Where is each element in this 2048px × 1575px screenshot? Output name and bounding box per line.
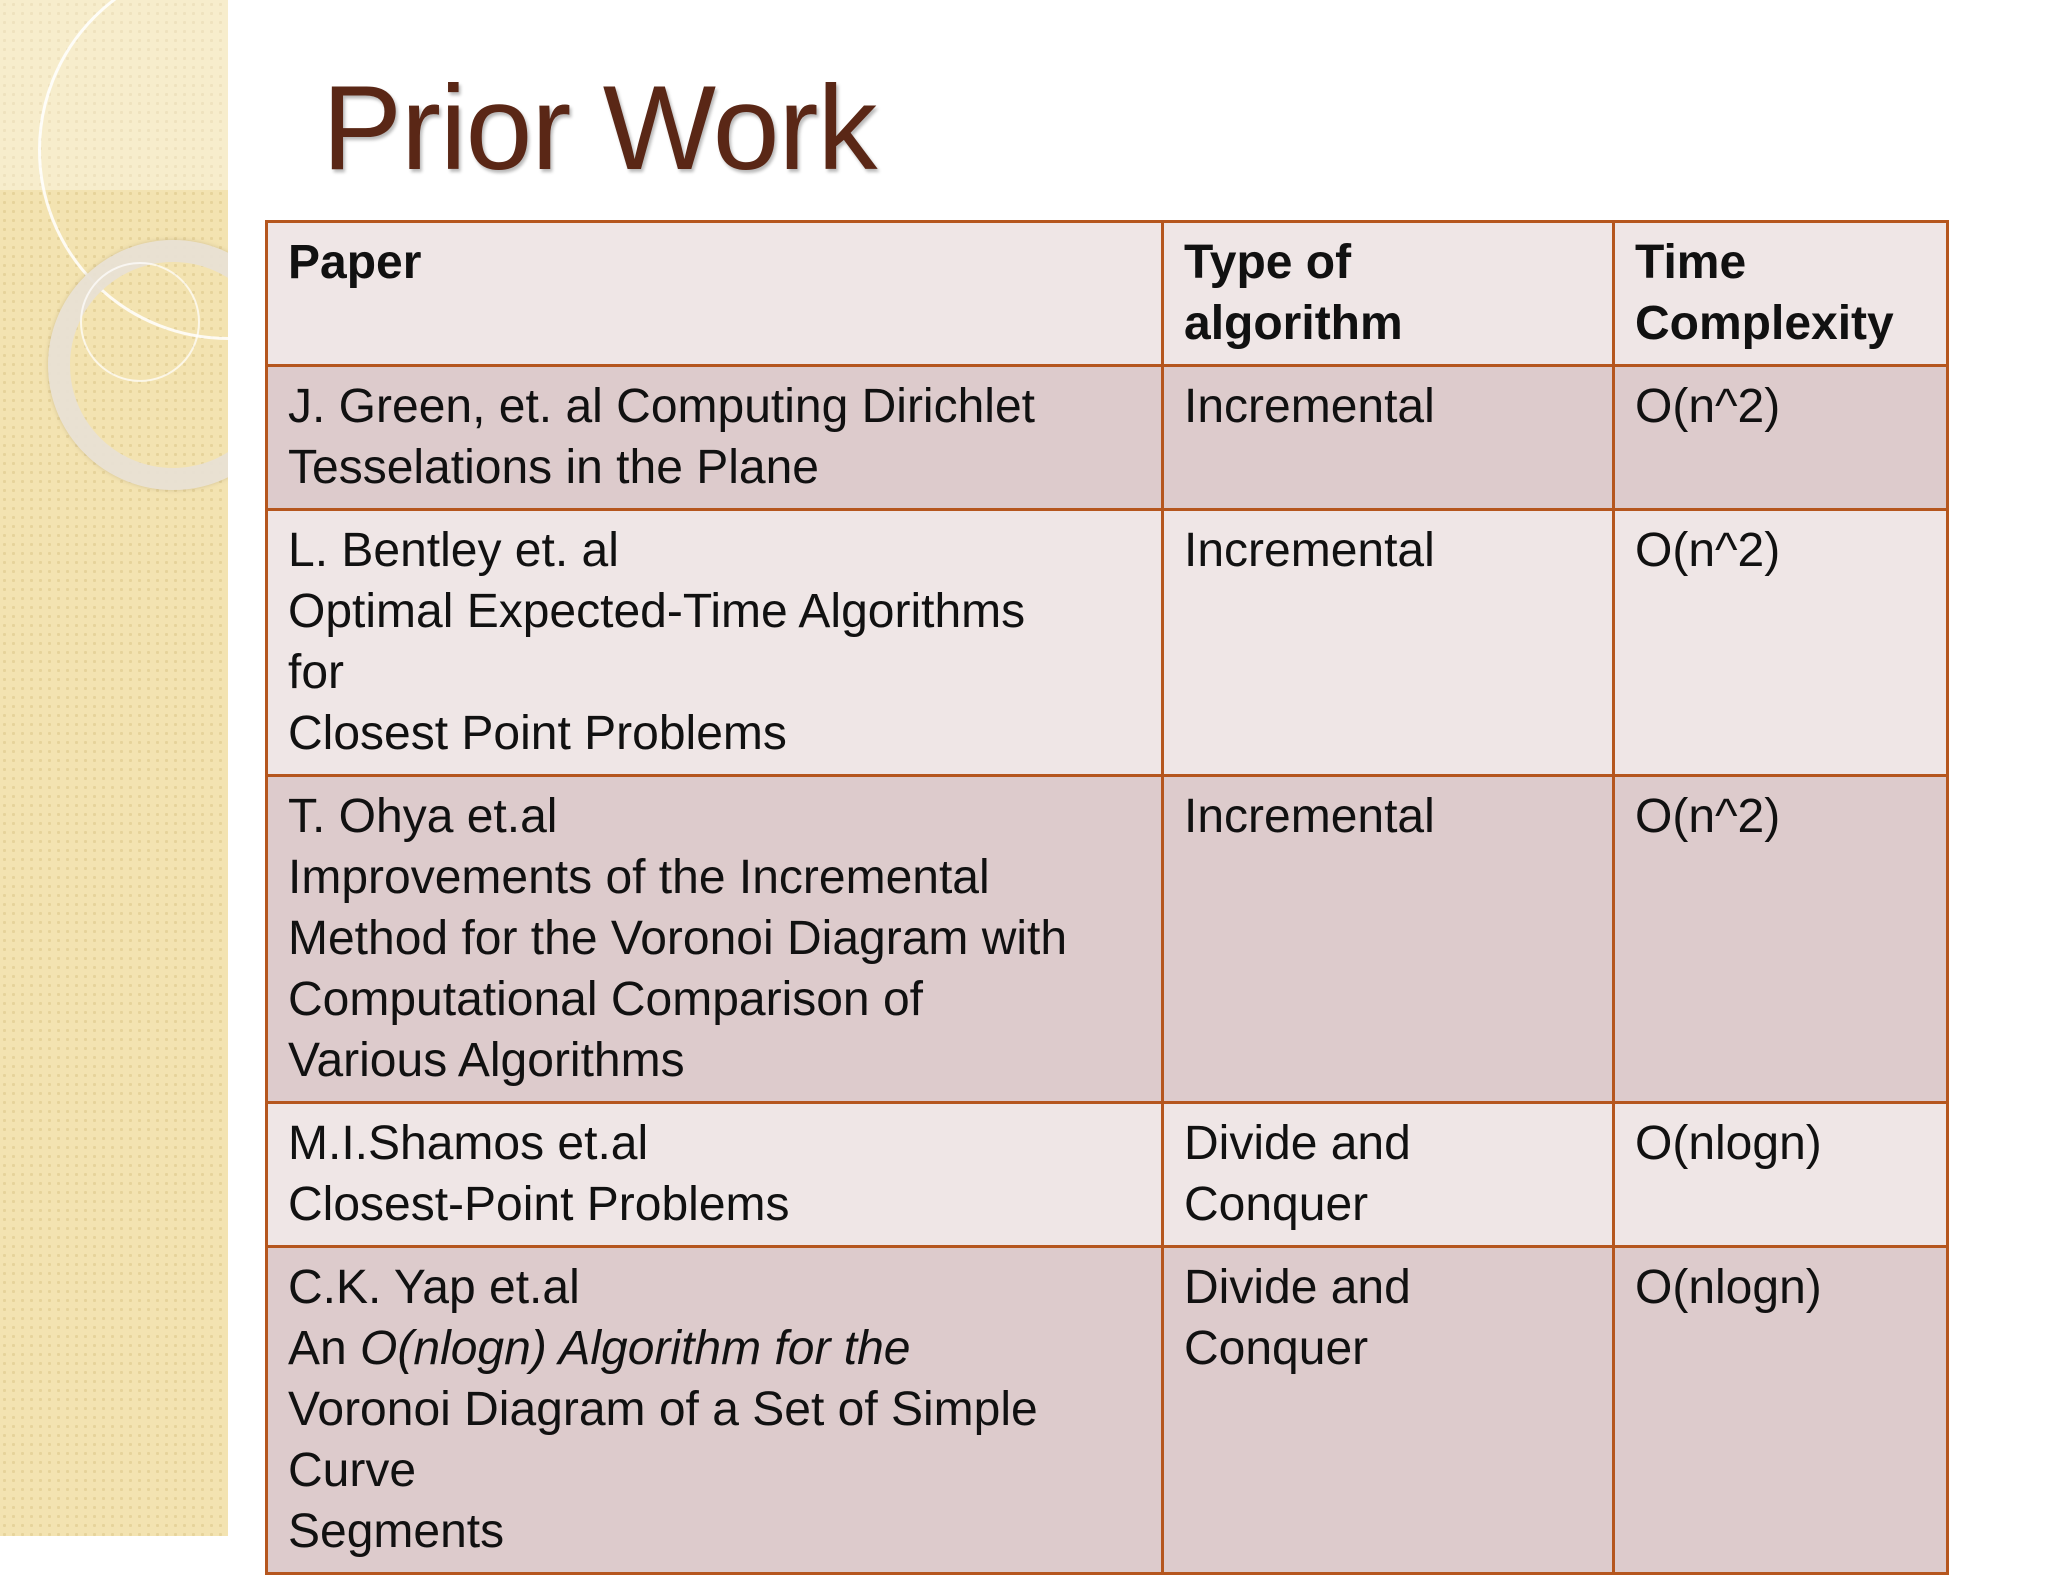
paper-line: Curve	[288, 1444, 417, 1497]
algorithm-type-line: Divide and	[1184, 1117, 1411, 1170]
slide-title: Prior Work	[322, 61, 877, 195]
paper-line: Tesselations in the Plane	[288, 441, 819, 494]
paper-line: for	[288, 646, 345, 699]
table-row	[267, 776, 1948, 1103]
cell-algorithm-type	[1163, 366, 1614, 510]
decorative-ring-small	[80, 262, 200, 382]
paper-line: Method for the Voronoi Diagram with	[288, 912, 1068, 965]
cell-paper	[267, 1247, 1163, 1574]
paper-line: M.I.Shamos et.al	[288, 1117, 649, 1170]
prior-work-table	[265, 220, 1949, 1575]
cell-time-complexity: O(nlogn)	[1614, 1103, 1948, 1247]
algorithm-type-line: Divide and	[1184, 1261, 1411, 1314]
decorative-side-strip	[0, 0, 228, 1536]
cell-algorithm-type	[1163, 776, 1614, 1103]
prior-work-table-container	[265, 220, 1946, 1575]
algorithm-type-line: Incremental	[1184, 790, 1435, 843]
cell-algorithm-type	[1163, 1103, 1614, 1247]
algorithm-type-line: Conquer	[1184, 1322, 1369, 1375]
algorithm-type-line: Incremental	[1184, 524, 1435, 577]
algorithm-type-line: Incremental	[1184, 380, 1435, 433]
paper-line: Voronoi Diagram of a Set of Simple	[288, 1383, 1038, 1436]
cell-paper	[267, 1103, 1163, 1247]
header-time-complexity	[1614, 222, 1948, 366]
paper-line: L. Bentley et. al	[288, 524, 619, 577]
paper-title-italic: O(nlogn) Algorithm for the	[360, 1322, 911, 1375]
paper-line: Closest-Point Problems	[288, 1178, 790, 1231]
table-row	[267, 1103, 1948, 1247]
header-type-line: algorithm	[1184, 297, 1403, 350]
header-paper-line: Paper	[288, 236, 422, 289]
header-type-of-algorithm	[1163, 222, 1614, 366]
paper-line: Computational Comparison of	[288, 973, 923, 1026]
cell-paper	[267, 510, 1163, 776]
algorithm-type-line: Conquer	[1184, 1178, 1369, 1231]
paper-line: Segments	[288, 1505, 505, 1558]
paper-line: Optimal Expected-Time Algorithms	[288, 585, 1026, 638]
header-time-line: Complexity	[1635, 297, 1894, 350]
table-row	[267, 1247, 1948, 1574]
header-paper	[267, 222, 1163, 366]
paper-line: Improvements of the Incremental	[288, 851, 990, 904]
header-type-line: Type of	[1184, 236, 1352, 289]
cell-algorithm-type	[1163, 1247, 1614, 1574]
paper-title-line	[288, 1318, 1141, 1379]
paper-line: J. Green, et. al Computing Dirichlet	[288, 380, 1035, 433]
cell-paper	[267, 366, 1163, 510]
table-row	[267, 510, 1948, 776]
header-time-line: Time	[1635, 236, 1747, 289]
cell-algorithm-type	[1163, 510, 1614, 776]
cell-time-complexity: O(n^2)	[1614, 366, 1948, 510]
cell-time-complexity: O(n^2)	[1614, 776, 1948, 1103]
cell-time-complexity: O(n^2)	[1614, 510, 1948, 776]
cell-time-complexity: O(nlogn)	[1614, 1247, 1948, 1574]
paper-title-prefix: An	[288, 1322, 361, 1375]
paper-line: Various Algorithms	[288, 1034, 685, 1087]
table-header-row	[267, 222, 1948, 366]
table-row	[267, 366, 1948, 510]
cell-paper	[267, 776, 1163, 1103]
paper-line: Closest Point Problems	[288, 707, 787, 760]
paper-line: T. Ohya et.al	[288, 790, 558, 843]
paper-line: C.K. Yap et.al	[288, 1261, 580, 1314]
